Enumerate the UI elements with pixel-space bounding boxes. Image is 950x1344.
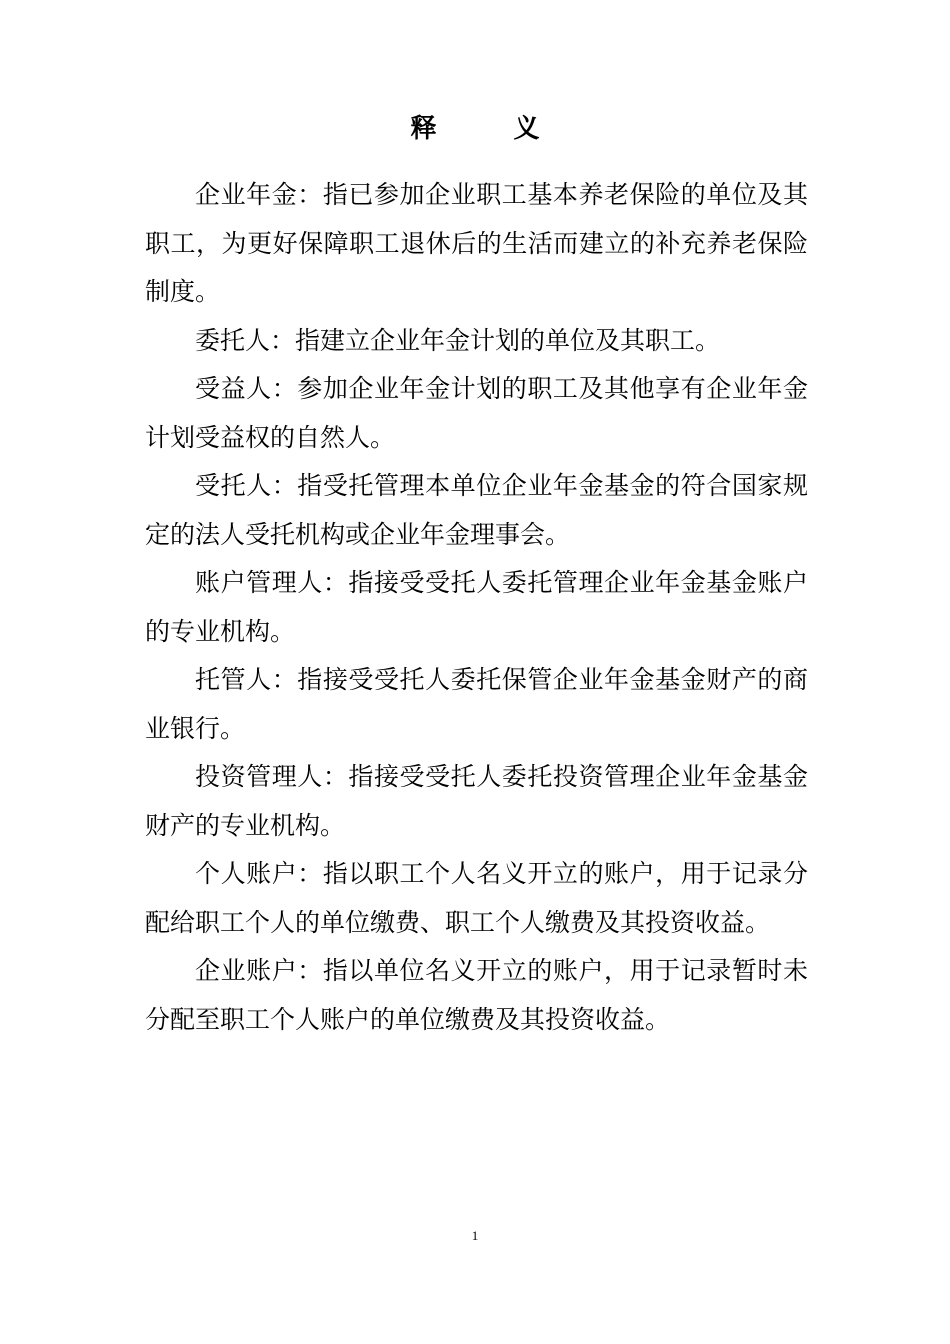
definition-enterprise-account: 企业账户：指以单位名义开立的账户，用于记录暂时未分配至职工个人账户的单位缴费及其投资收益。 bbox=[145, 956, 808, 1034]
definition-enterprise-annuity: 企业年金：指已参加企业职工基本养老保险的单位及其职工，为更好保障职工退休后的生活而建立的补充养老保险制度。 bbox=[145, 180, 808, 306]
definition-custodian: 托管人：指接受受托人委托保管企业年金基金财产的商业银行。 bbox=[145, 665, 808, 743]
definitions-body bbox=[145, 171, 808, 1044]
definition-account-manager: 账户管理人：指接受受托人委托管理企业年金基金账户的专业机构。 bbox=[145, 568, 808, 646]
definition-trustee: 受托人：指受托管理本单位企业年金基金的符合国家规定的法人受托机构或企业年金理事会。 bbox=[145, 471, 808, 549]
definition-investment-manager: 投资管理人：指接受受托人委托投资管理企业年金基金财产的专业机构。 bbox=[145, 762, 808, 840]
definition-individual-account: 个人账户：指以职工个人名义开立的账户，用于记录分配给职工个人的单位缴费、职工个人缴费及其投资收益。 bbox=[145, 859, 808, 937]
page-title: 释 义 bbox=[410, 114, 574, 144]
definition-beneficiary: 受益人：参加企业年金计划的职工及其他享有企业年金计划受益权的自然人。 bbox=[145, 374, 808, 452]
page-number: 1 bbox=[471, 1228, 479, 1243]
definition-principal: 委托人：指建立企业年金计划的单位及其职工。 bbox=[195, 325, 721, 355]
